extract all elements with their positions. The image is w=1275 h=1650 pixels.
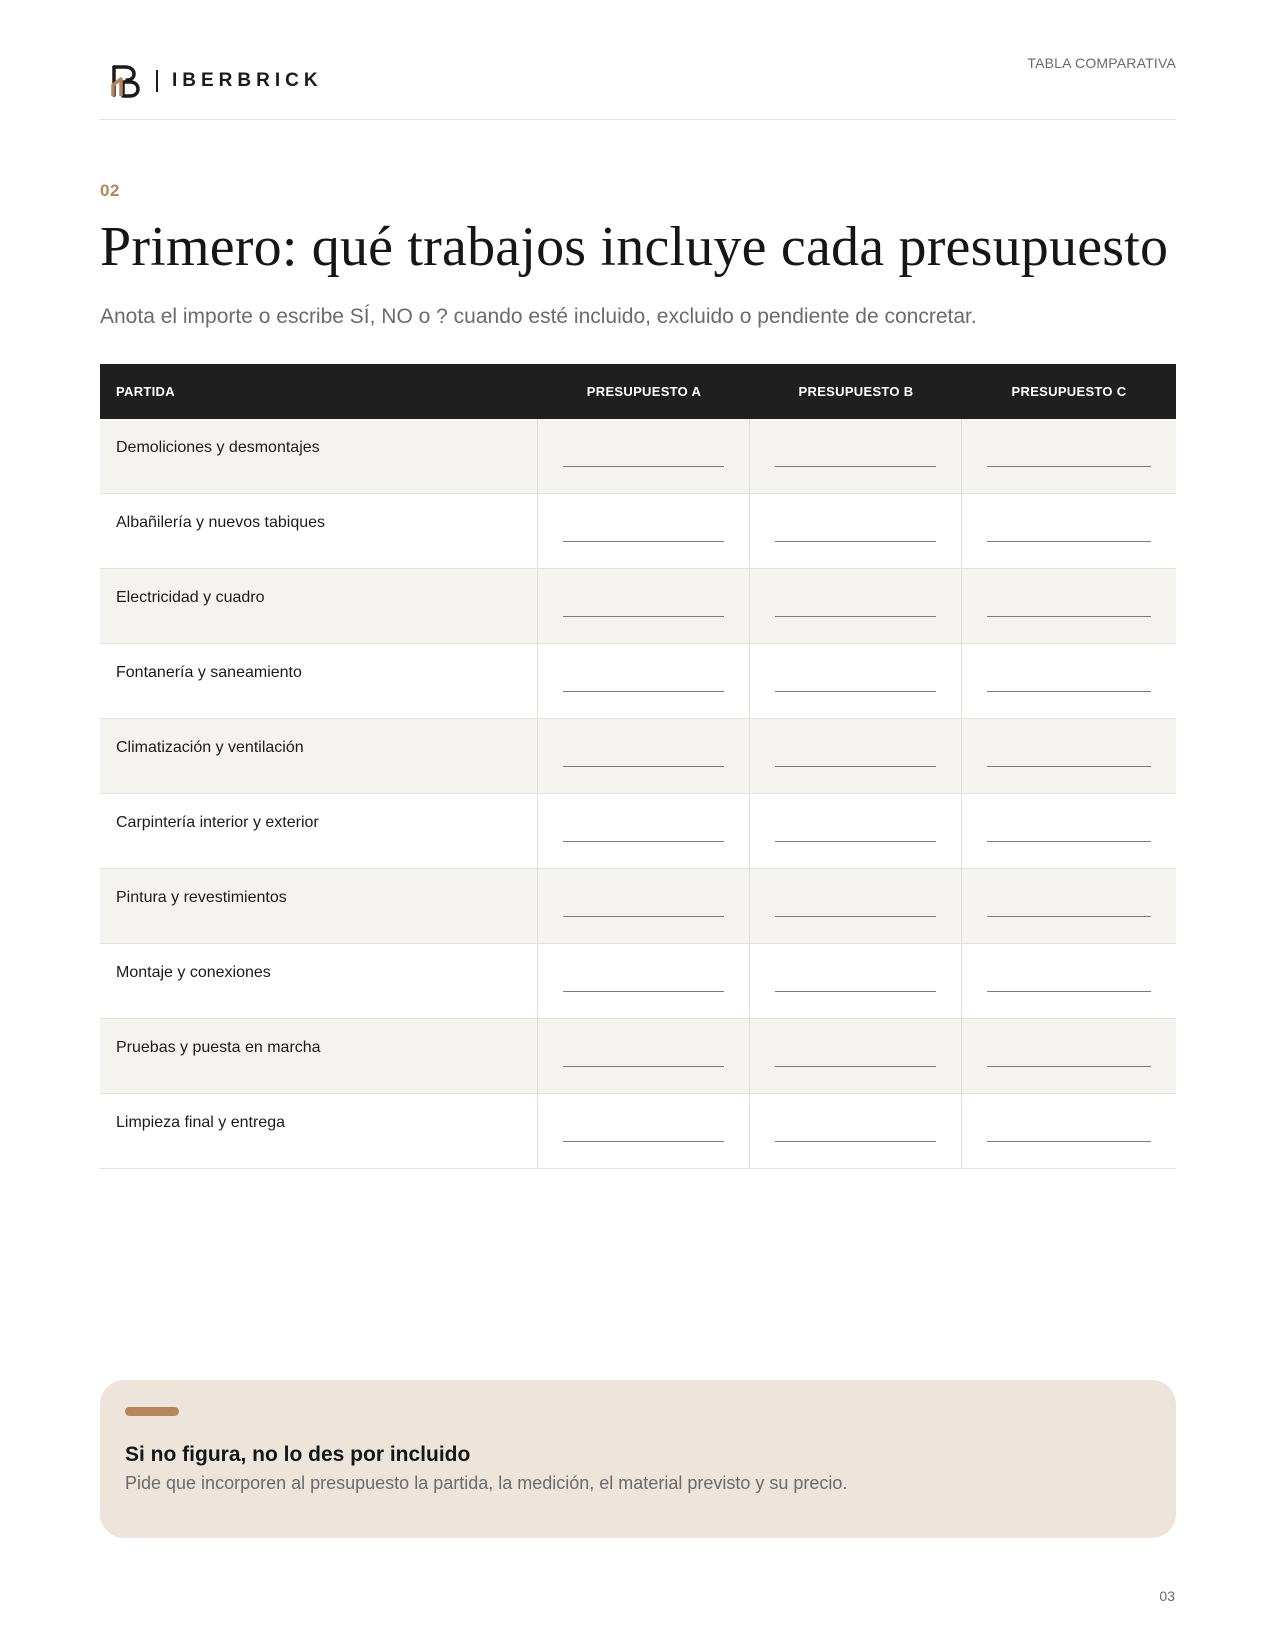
brand-name: IBERBRICK xyxy=(172,70,323,91)
presupuesto-c-field[interactable] xyxy=(962,419,1176,493)
write-line xyxy=(987,766,1151,767)
presupuesto-a-field[interactable] xyxy=(538,1094,750,1168)
tip-title: Si no figura, no lo des por incluido xyxy=(125,1443,471,1466)
write-line xyxy=(775,841,936,842)
write-line xyxy=(563,991,724,992)
column-header-partida: PARTIDA xyxy=(116,384,175,399)
page-subtitle: Anota el importe o escribe SÍ, NO o ? cuando esté incluido, excluido o pendiente de concretar. xyxy=(100,305,977,328)
table-row xyxy=(100,869,1176,944)
presupuesto-c-field[interactable] xyxy=(962,1094,1176,1168)
presupuesto-a-field[interactable] xyxy=(538,644,750,718)
column-header-presupuesto-a: PRESUPUESTO A xyxy=(586,384,702,399)
presupuesto-b-field[interactable] xyxy=(750,1094,962,1168)
presupuesto-a-field[interactable] xyxy=(538,1019,750,1093)
presupuesto-b-field[interactable] xyxy=(750,1019,962,1093)
write-line xyxy=(987,841,1151,842)
row-label: Pintura y revestimientos xyxy=(100,869,538,943)
brand-logo xyxy=(110,63,323,99)
presupuesto-a-field[interactable] xyxy=(538,569,750,643)
page-title: Primero: qué trabajos incluye cada presupuesto xyxy=(100,216,1169,278)
column-header-presupuesto-b: PRESUPUESTO B xyxy=(798,384,914,399)
row-label: Fontanería y saneamiento xyxy=(100,644,538,718)
write-line xyxy=(563,466,724,467)
write-line xyxy=(563,541,724,542)
table-row xyxy=(100,719,1176,794)
presupuesto-b-field[interactable] xyxy=(750,494,962,568)
write-line xyxy=(775,1141,936,1142)
page-header xyxy=(100,55,1176,120)
presupuesto-c-field[interactable] xyxy=(962,944,1176,1018)
write-line xyxy=(987,691,1151,692)
tip-text: Pide que incorporen al presupuesto la partida, la medición, el material previsto y su precio. xyxy=(125,1473,848,1493)
write-line xyxy=(775,541,936,542)
section-number: 02 xyxy=(100,181,120,200)
presupuesto-a-field[interactable] xyxy=(538,494,750,568)
row-label: Limpieza final y entrega xyxy=(100,1094,538,1168)
document-type-label: TABLA COMPARATIVA xyxy=(1027,55,1176,71)
column-header-presupuesto-c: PRESUPUESTO C xyxy=(1011,384,1127,399)
row-label: Demoliciones y desmontajes xyxy=(100,419,538,493)
presupuesto-b-field[interactable] xyxy=(750,869,962,943)
write-line xyxy=(775,466,936,467)
presupuesto-a-field[interactable] xyxy=(538,719,750,793)
presupuesto-c-field[interactable] xyxy=(962,719,1176,793)
write-line xyxy=(987,991,1151,992)
presupuesto-c-field[interactable] xyxy=(962,1019,1176,1093)
presupuesto-c-field[interactable] xyxy=(962,569,1176,643)
page-number: 03 xyxy=(1159,1588,1175,1604)
write-line xyxy=(563,916,724,917)
table-row xyxy=(100,1094,1176,1169)
write-line xyxy=(775,766,936,767)
table-row xyxy=(100,569,1176,644)
brand-mark-icon xyxy=(110,63,142,99)
write-line xyxy=(987,616,1151,617)
write-line xyxy=(775,1066,936,1067)
table-header xyxy=(100,364,1176,419)
table-row xyxy=(100,794,1176,869)
write-line xyxy=(563,841,724,842)
comparison-table xyxy=(100,364,1176,1169)
write-line xyxy=(775,691,936,692)
write-line xyxy=(775,991,936,992)
write-line xyxy=(987,466,1151,467)
row-label: Carpintería interior y exterior xyxy=(100,794,538,868)
row-label: Pruebas y puesta en marcha xyxy=(100,1019,538,1093)
logo-separator xyxy=(156,70,158,92)
presupuesto-b-field[interactable] xyxy=(750,944,962,1018)
presupuesto-c-field[interactable] xyxy=(962,869,1176,943)
row-label: Montaje y conexiones xyxy=(100,944,538,1018)
write-line xyxy=(563,766,724,767)
presupuesto-b-field[interactable] xyxy=(750,719,962,793)
accent-bar xyxy=(125,1407,179,1416)
presupuesto-a-field[interactable] xyxy=(538,869,750,943)
presupuesto-b-field[interactable] xyxy=(750,419,962,493)
table-row xyxy=(100,1019,1176,1094)
presupuesto-b-field[interactable] xyxy=(750,644,962,718)
write-line xyxy=(987,541,1151,542)
table-row xyxy=(100,944,1176,1019)
write-line xyxy=(775,916,936,917)
write-line xyxy=(563,616,724,617)
row-label: Albañilería y nuevos tabiques xyxy=(100,494,538,568)
table-row xyxy=(100,419,1176,494)
write-line xyxy=(775,616,936,617)
write-line xyxy=(563,1141,724,1142)
table-row xyxy=(100,494,1176,569)
presupuesto-c-field[interactable] xyxy=(962,794,1176,868)
tip-callout xyxy=(100,1380,1176,1538)
row-label: Electricidad y cuadro xyxy=(100,569,538,643)
presupuesto-a-field[interactable] xyxy=(538,419,750,493)
write-line xyxy=(563,691,724,692)
write-line xyxy=(987,1141,1151,1142)
row-label: Climatización y ventilación xyxy=(100,719,538,793)
presupuesto-c-field[interactable] xyxy=(962,644,1176,718)
write-line xyxy=(987,916,1151,917)
write-line xyxy=(563,1066,724,1067)
presupuesto-b-field[interactable] xyxy=(750,794,962,868)
table-row xyxy=(100,644,1176,719)
presupuesto-c-field[interactable] xyxy=(962,494,1176,568)
write-line xyxy=(987,1066,1151,1067)
presupuesto-a-field[interactable] xyxy=(538,794,750,868)
presupuesto-a-field[interactable] xyxy=(538,944,750,1018)
presupuesto-b-field[interactable] xyxy=(750,569,962,643)
